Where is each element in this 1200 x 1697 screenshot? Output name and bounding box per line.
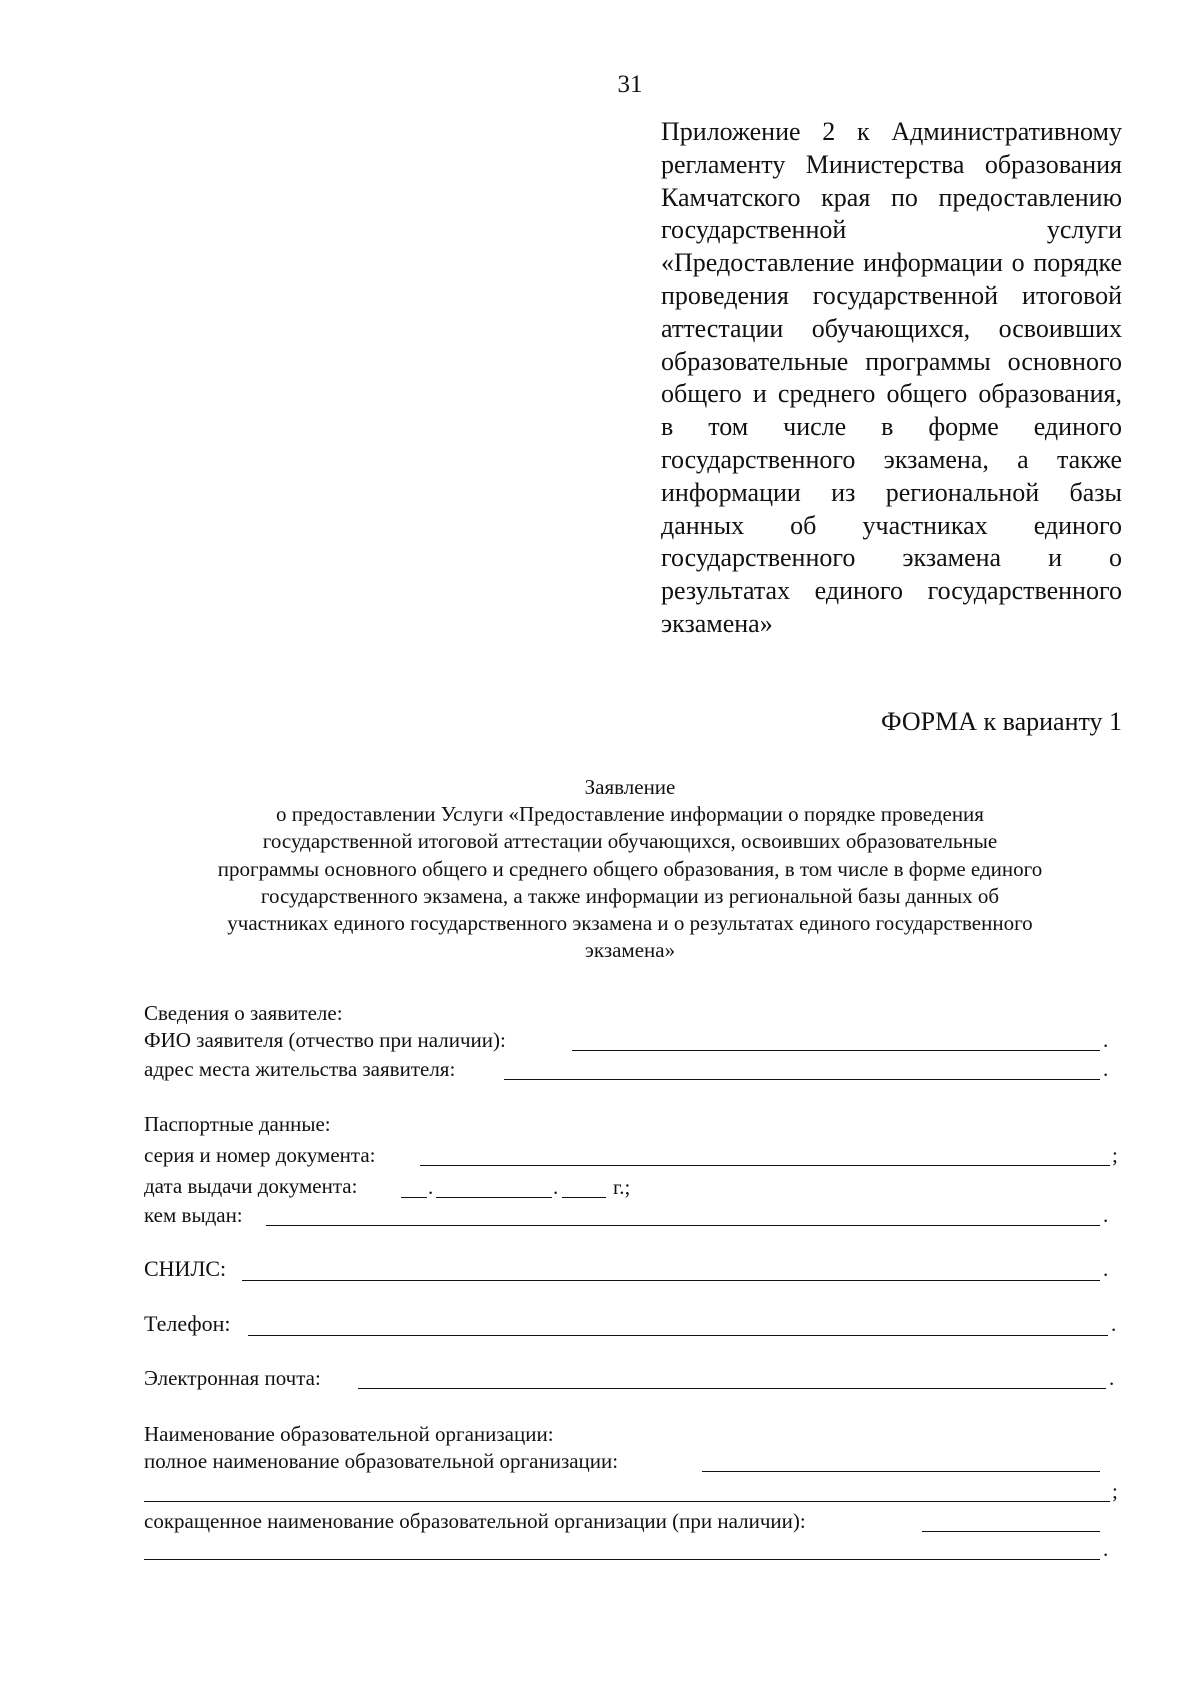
fio-period: . bbox=[1103, 1028, 1109, 1052]
page-number: 31 bbox=[617, 71, 643, 98]
fio-field[interactable] bbox=[572, 1050, 1100, 1051]
address-field[interactable] bbox=[504, 1079, 1100, 1080]
statement-line: о предоставлении Услуги «Предоставление информации о порядке проведения bbox=[276, 802, 984, 827]
passport-series-label: серия и номер документа: bbox=[144, 1143, 376, 1167]
issued-by-field[interactable] bbox=[266, 1225, 1100, 1226]
passport-series-field[interactable] bbox=[420, 1165, 1110, 1166]
appendix-note: Приложение 2 к Административному регламенту Министерства образования Камчатского края по предоставлению государственной услуги «Предоставление информации о порядке проведения государственной итоговой аттестации обучающихся, освоивших образовательные программы основного общего и среднего общего образования, в том числе в форме единого государственного экзамена, а также информации из региональной базы данных об участниках единого государственного экзамена и о результатах единого государственного экзамена» bbox=[661, 117, 1122, 638]
org-full-name-field[interactable] bbox=[702, 1471, 1100, 1472]
phone-period: . bbox=[1111, 1312, 1117, 1336]
statement-line: участниках единого государственного экзамена и о результатах единого государственного bbox=[227, 911, 1033, 936]
organization-section-label: Наименование образовательной организации: bbox=[144, 1422, 554, 1446]
email-field[interactable] bbox=[358, 1388, 1106, 1389]
issued-by-label: кем выдан: bbox=[144, 1203, 243, 1227]
phone-label: Телефон: bbox=[144, 1311, 231, 1336]
issue-date-row bbox=[144, 1173, 357, 1199]
year-suffix: г.; bbox=[613, 1175, 631, 1199]
issue-year-field[interactable] bbox=[562, 1197, 606, 1198]
org-full-name-label: полное наименование образовательной организации: bbox=[144, 1449, 619, 1473]
passport-series-semicolon: ; bbox=[1112, 1143, 1118, 1167]
org-short-name-period: . bbox=[1103, 1537, 1109, 1561]
org-short-name-field[interactable] bbox=[922, 1531, 1100, 1532]
issue-date-dot: . bbox=[553, 1175, 559, 1199]
org-short-name-field-continued[interactable] bbox=[144, 1559, 1100, 1560]
issued-by-period: . bbox=[1103, 1203, 1109, 1227]
statement-line: экзамена» bbox=[584, 938, 676, 963]
issue-month-field[interactable] bbox=[436, 1197, 552, 1198]
address-period: . bbox=[1103, 1057, 1109, 1081]
org-short-name-label: сокращенное наименование образовательной организации (при наличии): bbox=[144, 1509, 806, 1533]
form-variant-label: ФОРМА к варианту 1 bbox=[881, 707, 1122, 736]
email-period: . bbox=[1109, 1366, 1115, 1390]
issue-date-dot: . bbox=[428, 1175, 434, 1199]
statement-line: государственного экзамена, а также информации из региональной базы данных об bbox=[260, 883, 1000, 908]
statement-line: государственной итоговой аттестации обучающихся, освоивших образовательные bbox=[262, 829, 998, 854]
statement-line: программы основного общего и среднего общего образования, в том числе в форме единого bbox=[217, 856, 1043, 881]
applicant-section-label: Сведения о заявителе: bbox=[144, 1001, 343, 1025]
issue-date-label: дата выдачи документа: bbox=[144, 1174, 358, 1198]
email-label: Электронная почта: bbox=[144, 1366, 321, 1390]
fio-label: ФИО заявителя (отчество при наличии): bbox=[144, 1028, 506, 1052]
org-full-name-field-continued[interactable] bbox=[144, 1501, 1110, 1502]
org-full-name-semicolon: ; bbox=[1112, 1479, 1118, 1503]
issue-day-field[interactable] bbox=[401, 1197, 427, 1198]
statement-heading: Заявление bbox=[584, 775, 676, 799]
snils-period: . bbox=[1103, 1257, 1109, 1281]
snils-field[interactable] bbox=[242, 1280, 1100, 1281]
phone-field[interactable] bbox=[248, 1335, 1108, 1336]
address-label: адрес места жительства заявителя: bbox=[144, 1057, 456, 1081]
snils-label: СНИЛС: bbox=[144, 1256, 227, 1281]
passport-section-label: Паспортные данные: bbox=[144, 1112, 331, 1136]
